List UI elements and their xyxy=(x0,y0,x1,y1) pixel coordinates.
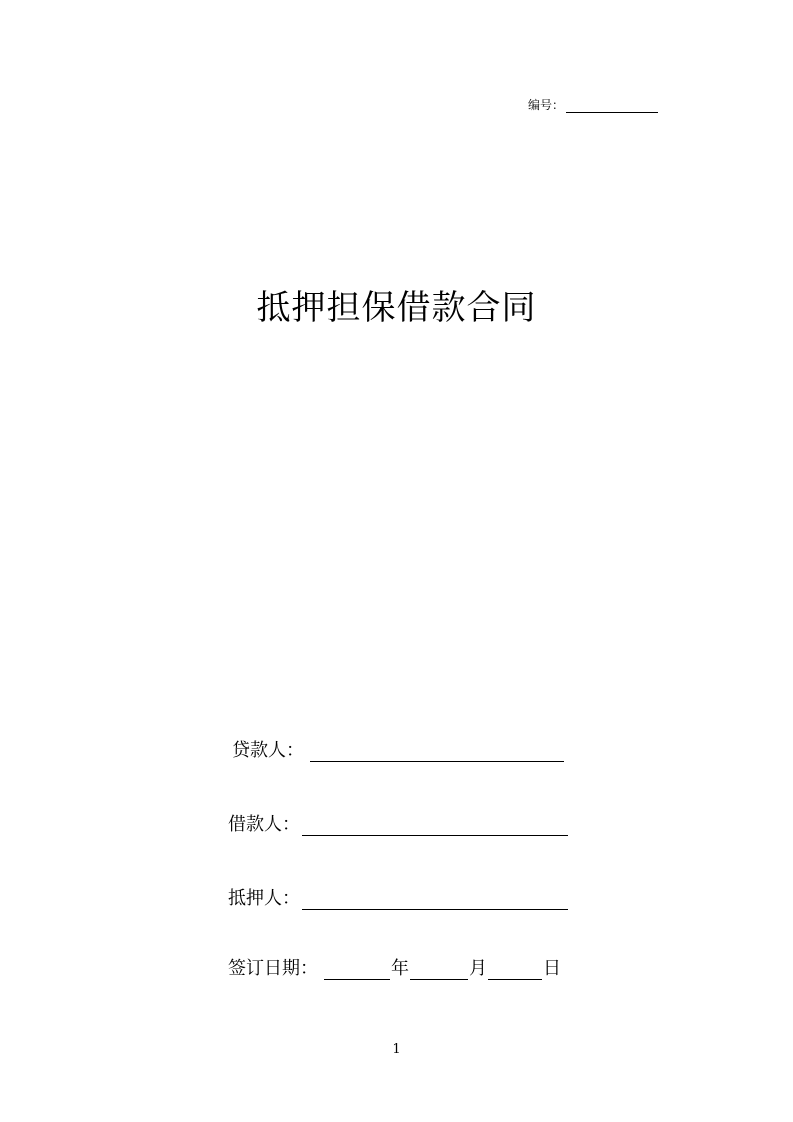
document-title: 抵押担保借款合同 xyxy=(256,288,537,328)
mortgagor-field xyxy=(228,888,568,910)
sign-date-label: 签订日期： xyxy=(228,958,318,979)
mortgagor-blank[interactable] xyxy=(302,889,568,910)
day-blank[interactable] xyxy=(488,959,542,980)
contract-number-label: 编号： xyxy=(528,98,565,112)
year-blank[interactable] xyxy=(324,959,390,980)
lender-blank[interactable] xyxy=(310,741,564,762)
lender-label: 贷款人： xyxy=(232,740,304,761)
page-number: 1 xyxy=(392,1042,401,1057)
day-label: 日 xyxy=(543,958,561,979)
contract-number xyxy=(528,96,658,113)
borrower-label: 借款人： xyxy=(228,814,300,835)
month-label: 月 xyxy=(469,958,487,979)
month-blank[interactable] xyxy=(410,959,468,980)
borrower-blank[interactable] xyxy=(302,815,568,836)
year-label: 年 xyxy=(391,958,409,979)
borrower-field xyxy=(228,814,568,836)
mortgagor-label: 抵押人： xyxy=(228,888,300,909)
contract-number-blank[interactable] xyxy=(566,99,658,113)
sign-date-field xyxy=(228,958,561,980)
lender-field xyxy=(232,740,564,762)
